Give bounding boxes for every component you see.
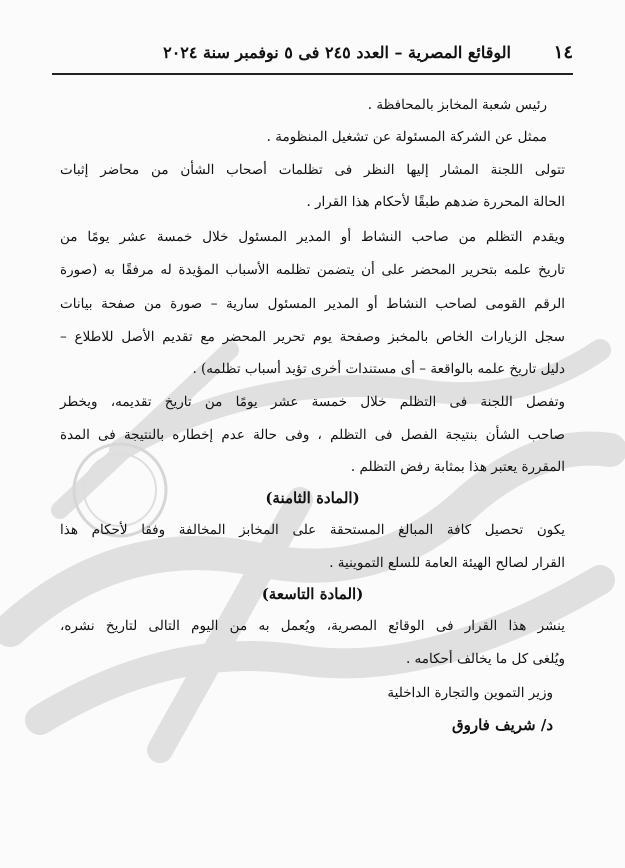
text-line: يكون تحصيل كافة المبالغ المستحقة على المخابز المخالفة وفقا لأحكام هذا [60,522,565,538]
page-number: ١٤ [553,42,573,63]
page-header [52,42,573,70]
article-9-heading: (المادة التاسعة) [261,585,364,603]
text-line: دليل تاريخ علمه بالواقعة – أى مستندات أخرى تؤيد أسباب تظلمه) . [192,361,565,377]
text-line: ينشر هذا القرار فى الوقائع المصرية، ويُعمل به من اليوم التالى لتاريخ نشره، [60,618,565,634]
text-line: الحالة المحررة ضدهم طبقًا لأحكام هذا القرار . [306,194,565,210]
text-line: رئيس شعبة المخابز بالمحافظة . [367,97,547,113]
text-line: تتولى اللجنة المشار إليها النظر فى تظلمات أصحاب الشأن من محاضر إثبات [60,162,565,178]
text-line: الرقم القومى لصاحب النشاط أو المدير المسئول سارية – صورة من صفحة بيانات [60,296,565,312]
signatory-title: وزير التموين والتجارة الداخلية [387,685,553,701]
header-title: الوقائع المصرية – العدد ٢٤٥ فى ٥ نوفمبر سنة ٢٠٢٤ [163,43,511,62]
text-line: ممثل عن الشركة المسئولة عن تشغيل المنظومة . [266,129,547,145]
text-line: ويقدم التظلم من صاحب النشاط أو المدير المسئول خلال خمسة عشر يومًا من [60,229,565,245]
text-line: وتفصل اللجنة فى التظلم خلال خمسة عشر يومًا من تاريخ تقديمه، ويخطر [60,394,565,410]
text-line: القرار لصالح الهيئة العامة للسلع التموينية . [329,555,565,571]
article-8-heading: (المادة الثامنة) [265,489,360,507]
text-line: تاريخ علمه بتحرير المحضر على أن يتضمن تظلمه الأسباب المؤيدة له مرفقًا به (صورة [60,262,565,278]
text-line: سجل الزيارات الخاص بالمخبز وصفحة يوم تحرير المحضر مع تقديم الأصل للاطلاع – [60,329,565,345]
signatory-name: د/ شريف فاروق [451,716,553,734]
header-divider [52,73,573,75]
text-line: ويُلغى كل ما يخالف أحكامه . [405,651,565,667]
text-line: صاحب الشأن بنتيجة الفصل فى التظلم ، وفى حالة عدم إخطاره بالنتيجة فى المدة [60,427,565,443]
text-line: المقررة يعتبر هذا بمثابة رفض التظلم . [350,459,565,475]
